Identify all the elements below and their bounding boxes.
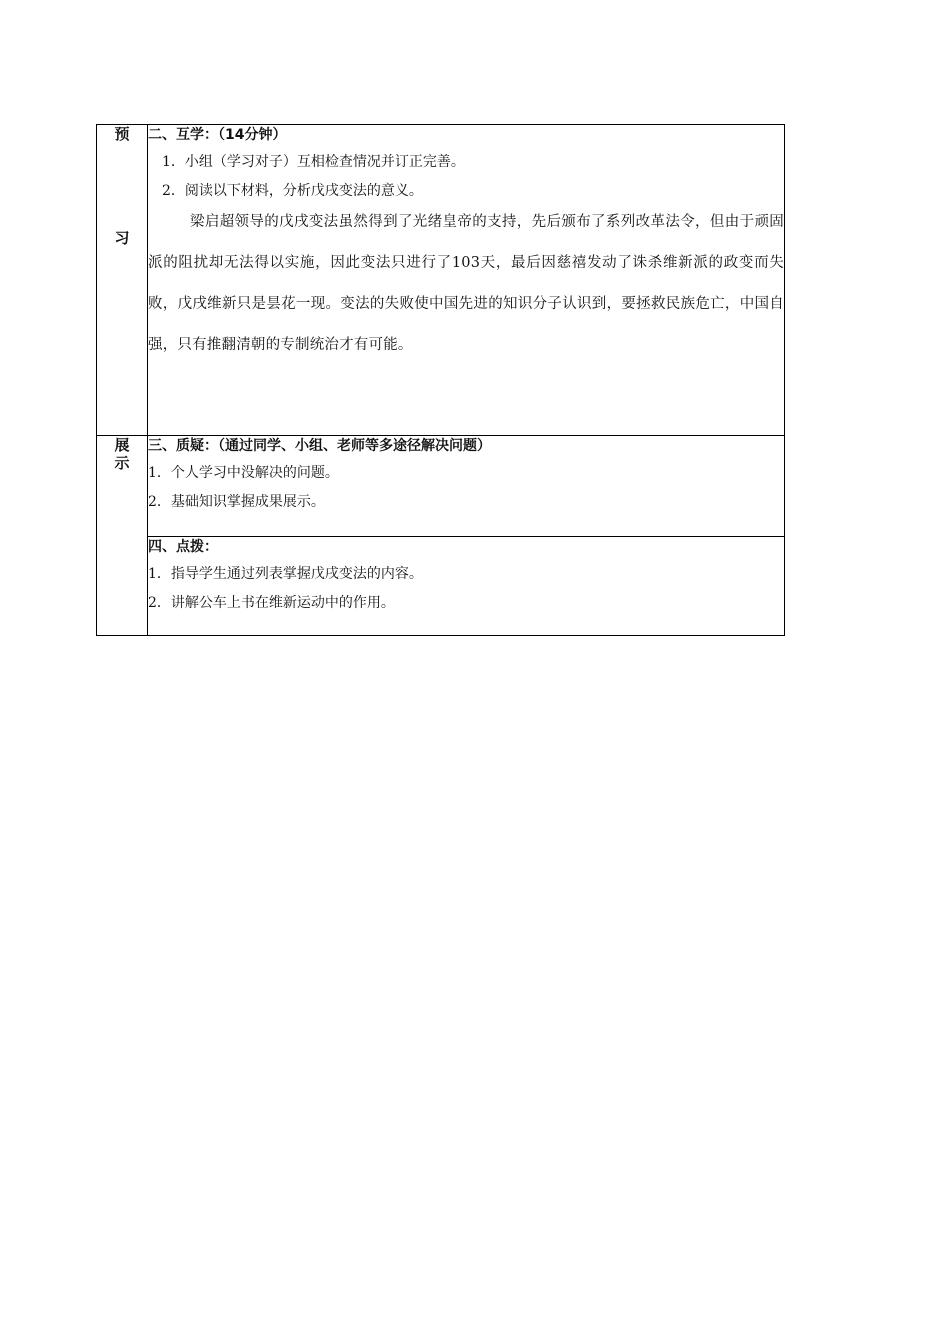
- preview-content-cell: [148, 125, 785, 436]
- question-content-cell: [148, 436, 785, 537]
- guide-item-1: 1．指导学生通过列表掌握戊戌变法的内容。: [148, 566, 423, 582]
- guide-heading: 四、点拨：: [148, 539, 218, 555]
- display-side-cell: [97, 436, 148, 636]
- display-label-bottom: 示: [114, 454, 130, 472]
- reading-material-paragraph: 梁启超领导的戊戌变法虽然得到了光绪皇帝的支持，先后颁布了系列改革法令，但由于顽固派的阻扰却无法得以实施，因此变法只进行了103天，最后因慈禧发动了诛杀维新派的政变而失败，戊戌维新只是昙花一现。变法的失败使中国先进的知识分子认识到，要拯救民族危亡，中国自强，只有推翻清朝的专制统治才有可能。: [148, 214, 784, 353]
- question-row: [97, 436, 785, 537]
- question-item-2: 2．基础知识掌握成果展示。: [148, 494, 325, 510]
- question-heading: 三、质疑：（通过同学、小组、老师等多途径解决问题）: [148, 438, 491, 454]
- mutual-study-heading: 二、互学：（14分钟）: [148, 127, 287, 143]
- preview-label-bottom: 习: [114, 229, 130, 247]
- mutual-study-item-1: 1．小组（学习对子）互相检查情况并订正完善。: [162, 154, 465, 170]
- guide-item-2: 2．讲解公车上书在维新运动中的作用。: [148, 595, 395, 611]
- preview-side-cell: [97, 125, 148, 436]
- guide-content-cell: [148, 537, 785, 636]
- preview-row: [97, 125, 785, 436]
- display-label-top: 展: [114, 436, 130, 454]
- question-item-1: 1．个人学习中没解决的问题。: [148, 465, 339, 481]
- lesson-plan-table: [96, 124, 785, 636]
- preview-label-top: 预: [114, 125, 130, 143]
- guide-row: [97, 537, 785, 636]
- mutual-study-item-2: 2．阅读以下材料，分析戊戌变法的意义。: [162, 183, 423, 199]
